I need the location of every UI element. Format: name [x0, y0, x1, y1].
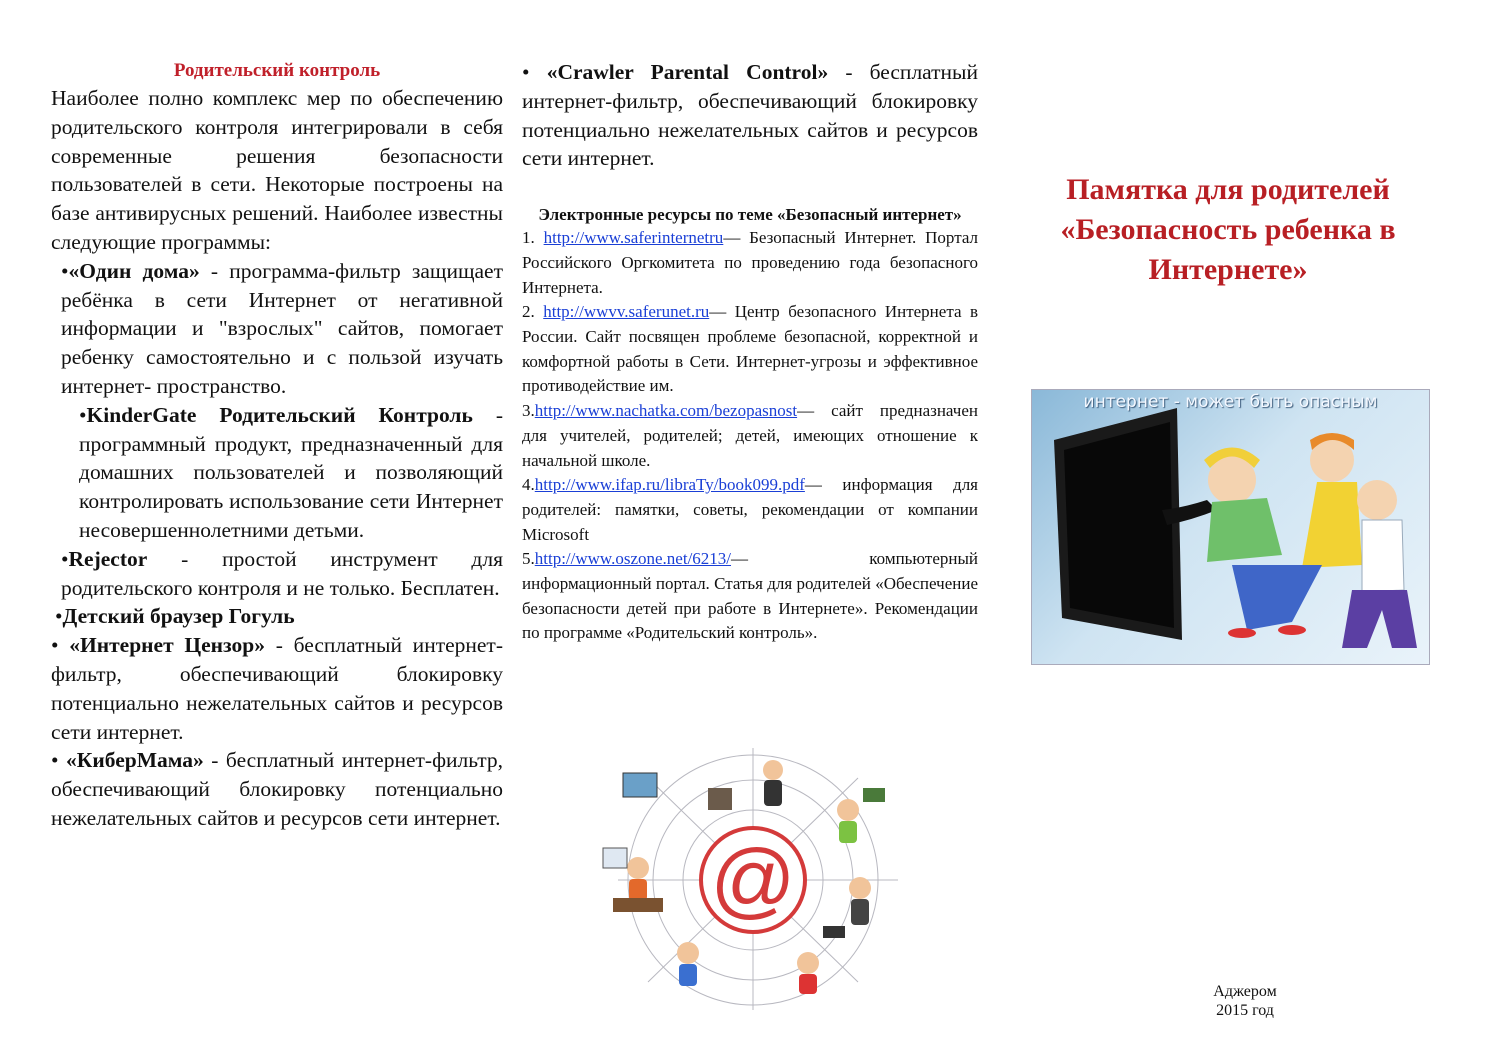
screen-icon	[603, 848, 627, 868]
program-item	[51, 545, 503, 603]
program-item	[51, 257, 503, 401]
monitor-scene	[1032, 390, 1429, 664]
bullet: •	[61, 258, 69, 283]
program-desc: - простой инструмент для родительского контроля и не только. Бесплатен.	[61, 546, 503, 600]
kid-figure-icon	[677, 942, 699, 986]
program-name: Rejector	[68, 546, 148, 571]
program-name: Детский браузер Гогуль	[62, 604, 295, 629]
year-label: 2015 год	[1216, 1002, 1274, 1019]
program-item	[51, 401, 503, 545]
resource-number: 5.	[522, 549, 535, 569]
teacher-figure-icon	[763, 760, 783, 806]
resource-link[interactable]: http://www.saferinternetru	[543, 228, 724, 248]
resource-desc: — сайт предназначен для учителей, родителей; детей, имеющих отношение к начальной школе.	[522, 401, 978, 470]
shoe-icon	[1228, 628, 1256, 638]
bullet: •	[61, 546, 69, 571]
resource-link[interactable]: http://www.nachatka.com/bezopasnost	[534, 401, 798, 421]
bullet: •	[51, 633, 59, 658]
girl-dress-icon	[1207, 498, 1282, 562]
program-item	[51, 602, 503, 631]
parental-control-column	[51, 58, 503, 833]
bullet: •	[522, 60, 530, 84]
program-name: «КиберМама»	[66, 748, 204, 773]
footer-imprint	[1190, 982, 1300, 1020]
program-item	[51, 746, 503, 832]
resource-desc: — Центр безопасного Интернета в России. Сайт посвящен проблеме безопасной, корректной и комфортной работы в Сети. Интернет-угрозы и эффективное противодействие им.	[522, 302, 978, 396]
kid-figure-icon	[797, 952, 819, 994]
shoe-icon	[1278, 625, 1306, 635]
mother-trousers-icon	[1232, 565, 1322, 630]
resource-number: 4.	[522, 475, 535, 495]
program-item	[522, 58, 978, 173]
father-shirt-icon	[1362, 520, 1404, 592]
resource-item	[522, 547, 978, 646]
father-head-icon	[1357, 480, 1397, 520]
monitor-icon	[623, 773, 657, 797]
resource-number: 1.	[522, 228, 544, 248]
internet-web-illustration	[598, 748, 908, 1010]
father-trousers-icon	[1342, 590, 1417, 648]
place-name: Аджером	[1213, 983, 1277, 1000]
resource-link[interactable]: http://www.ifap.ru/libraTy/book099.pdf	[534, 475, 805, 495]
photo-icon	[863, 788, 885, 802]
kid-figure-icon	[849, 877, 871, 925]
intro-paragraph: Наиболее полно комплекс мер по обеспечению родительского контроля интегрировали в себя современные решения безопасности пользователей в сети. Некоторые построены на базе антивирусных решений. Наиболее известны следующие программы:	[51, 86, 503, 254]
resource-number: 2.	[522, 302, 544, 322]
cover-illustration	[1031, 389, 1430, 665]
resource-item	[522, 226, 978, 300]
section-heading: Родительский контроль	[173, 60, 381, 81]
resource-desc: — Безопасный Интернет. Портал Российского Оргкомитета по проведению года безопасного Интернета.	[522, 228, 979, 297]
resource-link[interactable]: http://wwvv.saferunet.ru	[543, 302, 710, 322]
resource-desc: — информация для родителей: памятки, советы, рекомендации от компании Microsoft	[522, 475, 978, 544]
program-desc: - бесплатный интернет-фильтр, обеспечивающий блокировку потенциально нежелательных сайтов и ресурсов сети интернет.	[51, 633, 503, 744]
resource-item	[522, 300, 978, 399]
program-desc: - программный продукт, предназначенный для домашних пользователей и позволяющий контролировать использование сети Интернет несовершеннолетними детьми.	[79, 402, 503, 542]
program-name: «Crawler Parental Control»	[546, 60, 829, 84]
desk-icon	[613, 898, 663, 912]
resource-desc: — компьютерный информационный портал. Статья для родителей «Обеспечение безопасности детей при работе в Интернете». Рекомендации по программе «Родительский контроль».	[522, 549, 978, 643]
resources-column	[522, 58, 978, 646]
program-name: «Интернет Цензор»	[69, 633, 266, 658]
resource-number: 3.	[522, 401, 535, 421]
bullet: •	[79, 402, 87, 427]
resources-heading: Электронные ресурсы по теме «Безопасный интернет»	[538, 205, 962, 225]
resource-item	[522, 473, 978, 547]
program-item	[51, 631, 503, 746]
program-desc: - бесплатный интернет-фильтр, обеспечивающий блокировку потенциально нежелательных сайтов и ресурсов сети интернет.	[522, 60, 979, 171]
resource-item	[522, 399, 978, 473]
at-sign-icon: @	[710, 832, 796, 926]
resource-link[interactable]: http://www.oszone.net/6213/	[534, 549, 732, 569]
program-desc: - программа-фильтр защищает ребёнка в сети Интернет от негативной информации и "взрослых" сайтов, помогает ребенку самостоятельно и с пользой изучать интернет- пространство.	[61, 258, 503, 398]
bullet: •	[51, 748, 59, 773]
program-name: «Один дома»	[68, 258, 200, 283]
cover-panel	[1008, 170, 1448, 290]
mother-shirt-icon	[1302, 482, 1362, 568]
program-name: KinderGate Родительский Контроль	[86, 402, 473, 427]
laptop-icon	[823, 926, 845, 938]
bullet: •	[55, 604, 63, 629]
robot-icon	[708, 788, 732, 810]
monitor-screen-icon	[1064, 422, 1174, 628]
brochure-title-line2: «Безопасность ребенка в Интернете»	[1060, 213, 1396, 286]
brochure-title-line1: Памятка для родителей	[1066, 173, 1390, 206]
illustration-caption: интернет - может быть опасным	[1083, 392, 1378, 412]
program-desc: - бесплатный интернет-фильтр, обеспечивающий блокировку потенциально нежелательных сайтов и ресурсов сети интернет.	[51, 748, 504, 830]
kid-figure-icon	[627, 857, 649, 901]
kid-figure-icon	[837, 799, 859, 843]
